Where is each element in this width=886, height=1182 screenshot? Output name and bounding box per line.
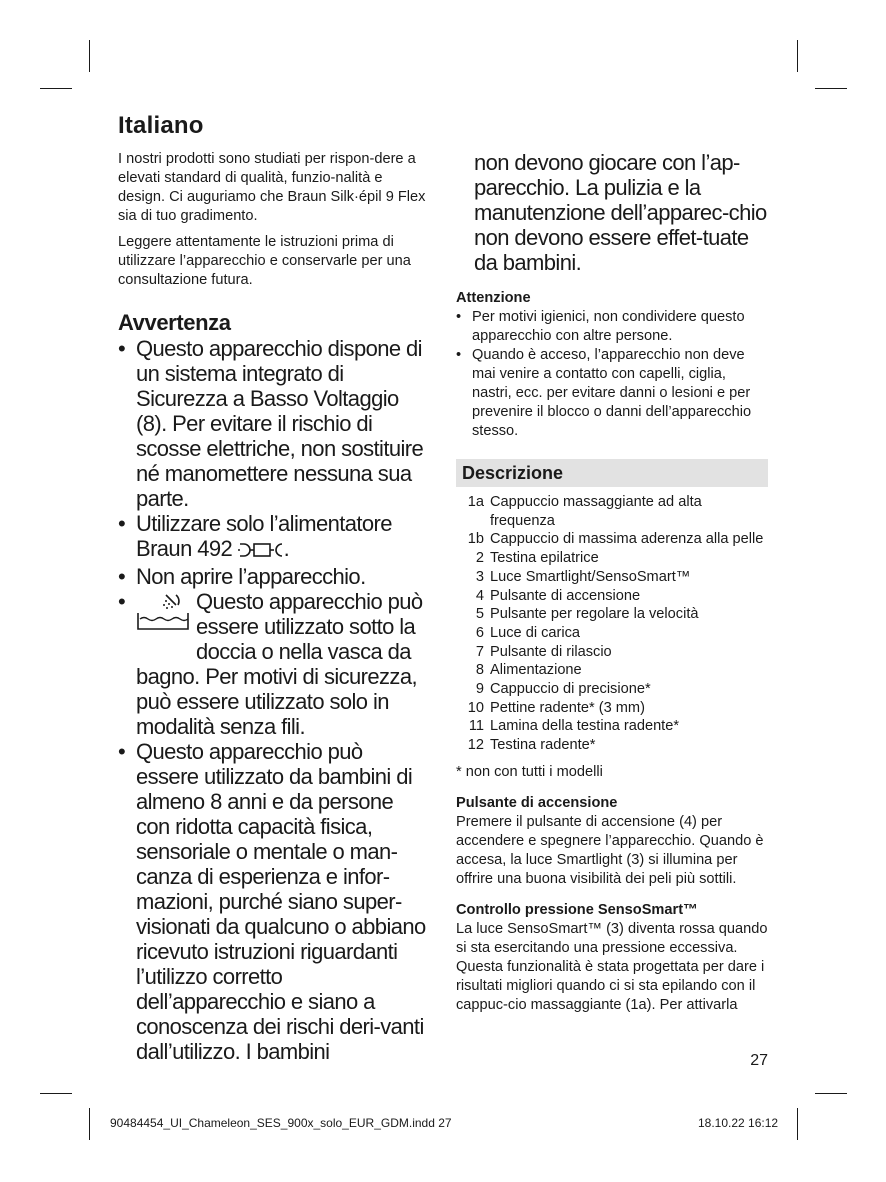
parts-row [456, 643, 768, 662]
crop-mark [40, 1093, 72, 1094]
intro-paragraph: I nostri prodotti sono studiati per rispon-dere a elevati standard di qualità, funzio-nalità e design. Ci auguriamo che Braun Silk·épil 9 Flex sia di tuo gradimento. [118, 151, 426, 224]
parts-row [456, 699, 768, 718]
part-label: Lamina della testina radente* [490, 718, 680, 735]
part-label: Alimentazione [490, 662, 582, 679]
warning-item [118, 589, 430, 739]
bullet: • [118, 511, 126, 536]
part-label: Pulsante per regolare la velocità [490, 606, 699, 623]
attention-list [456, 308, 768, 441]
part-number: 8 [475, 662, 484, 679]
parts-row [456, 661, 768, 680]
parts-row [456, 624, 768, 643]
parts-row [456, 587, 768, 606]
slug-date: 18.10.22 16:12 [698, 1116, 779, 1130]
crop-mark [89, 1108, 90, 1140]
crop-mark [797, 1108, 798, 1140]
attention-heading: Attenzione [456, 290, 531, 306]
pressure-control-heading: Controllo pressione SensoSmart™ [456, 901, 698, 918]
part-label: Cappuccio di precisione* [490, 681, 651, 698]
part-label: Cappuccio massaggiante ad alta frequenza [490, 494, 702, 529]
attention-text: Quando è acceso, l’apparecchio non deve mai venire a contatto con capelli, ciglia, nastri, ecc. per evitare danni o lesioni e per prevenire il blocco o danni dell’apparecchio stesso. [472, 347, 752, 439]
part-label: Testina epilatrice [490, 550, 599, 567]
bullet: • [118, 589, 126, 614]
warning-item [118, 739, 430, 1064]
warning-text: Utilizzare solo l’alimentatore Braun 492 [136, 511, 392, 561]
part-number: 1b [467, 531, 484, 548]
warning-text: bagno. Per motivi di sicurezza, può essere utilizzato solo in modalità senza fili. [136, 664, 417, 739]
description-heading: Descrizione [456, 459, 768, 487]
warning-item [118, 564, 430, 589]
warning-item [118, 511, 430, 564]
parts-row [456, 530, 768, 549]
parts-table [456, 493, 768, 755]
right-column [456, 150, 768, 1015]
attention-text: Per motivi igienici, non condividere questo apparecchio con altre persone. [472, 309, 745, 344]
part-number: 5 [475, 606, 484, 623]
part-label: Cappuccio di massima aderenza alla pelle [490, 531, 764, 548]
bullet: • [456, 309, 462, 325]
part-number: 11 [468, 718, 484, 735]
part-number: 9 [475, 681, 484, 698]
pressure-control-section [456, 901, 768, 1015]
crop-mark [797, 40, 798, 72]
part-number: 2 [475, 550, 484, 567]
intro [118, 150, 430, 290]
bullet: • [118, 739, 126, 764]
warning-text: Questo apparecchio dispone di un sistema integrato di Sicurezza a Basso Voltaggio (8). Per evitare il rischio di scosse elettriche, non sostituire né manomettere nessuna sua parte. [136, 336, 424, 511]
warning-list [118, 336, 430, 1064]
bullet: • [118, 336, 126, 361]
crop-mark [89, 40, 90, 72]
warning-heading: Avvertenza [118, 310, 231, 335]
part-number: 3 [475, 568, 484, 585]
part-label: Pulsante di rilascio [490, 643, 612, 660]
part-number: 4 [475, 587, 484, 604]
part-number: 7 [475, 643, 484, 660]
slug-filename: 90484454_UI_Chameleon_SES_900x_solo_EUR_GDM.indd 27 [110, 1116, 452, 1130]
pressure-control-text: La luce SensoSmart™ (3) diventa rossa quando si sta esercitando una pressione eccessiva. Questa funzionalità è stata progettata per dare i risultati migliori quando ci si sta epilando con il cappuc-cio massaggiante (1a). Per attivarla [456, 920, 768, 1013]
parts-row [456, 549, 768, 568]
page-title: Italiano [118, 112, 204, 139]
parts-row [456, 605, 768, 624]
attention-item [456, 346, 768, 441]
part-number: 10 [467, 699, 484, 716]
parts-row [456, 736, 768, 755]
part-number: 6 [475, 624, 484, 641]
page-number: 27 [750, 1052, 768, 1069]
plug-adapter-icon [238, 539, 284, 564]
part-label: Testina radente* [490, 737, 596, 754]
parts-row [456, 568, 768, 587]
shower-block [136, 589, 430, 664]
part-label: Luce di carica [490, 624, 581, 641]
warning-text: . [283, 536, 290, 561]
shower-bath-icon [136, 589, 190, 664]
warning-continued: non devono giocare con l’ap-parecchio. La pulizia e la manutenzione dell’apparec-chio non devono essere effet-tuate da bambini. [474, 150, 767, 275]
intro-paragraph: Leggere attentamente le istruzioni prima di utilizzare l’apparecchio e conservarle per una consultazione futura. [118, 234, 411, 288]
power-button-heading: Pulsante di accensione [456, 794, 618, 811]
warning-text: Questo apparecchio può essere utilizzato da bambini di almeno 8 anni e da persone con ridotta capacità fisica, sensoriale o mentale o man-canza di esperienza e infor-mazioni, purché siano super-visionati da qualcuno o abbiano ricevuto istruzioni riguardanti l’utilizzo corretto dell’apparecchio e siano a conoscenza dei rischi deri-vanti dall’utilizzo. I bambini [136, 739, 426, 1064]
parts-row [456, 493, 768, 530]
attention-item [456, 308, 768, 346]
part-number: 12 [467, 737, 484, 754]
footnote: * non con tutti i modelli [456, 763, 603, 780]
power-button-text: Premere il pulsante di accensione (4) per accendere e spegnere l’apparecchio. Quando è accesa, la luce Smartlight (3) si illumina per offrire una buona visibilità dei peli più sottili. [456, 813, 764, 887]
bullet: • [118, 564, 126, 589]
part-label: Pulsante di accensione [490, 587, 641, 604]
part-label: Pettine radente* (3 mm) [490, 699, 645, 716]
bullet: • [456, 347, 462, 363]
part-number: 1a [467, 494, 484, 510]
parts-row [456, 680, 768, 699]
crop-mark [815, 88, 847, 89]
warning-item [118, 336, 430, 511]
crop-mark [815, 1093, 847, 1094]
warning-text: Questo apparecchio può essere utilizzato sotto la doccia o nella vasca da [196, 589, 423, 664]
power-button-section [456, 794, 768, 889]
crop-mark [40, 88, 72, 89]
parts-row [456, 717, 768, 736]
part-label: Luce Smartlight/SensoSmart™ [490, 568, 691, 585]
warning-text: Non aprire l’apparecchio. [136, 564, 366, 589]
left-column [118, 150, 430, 1064]
